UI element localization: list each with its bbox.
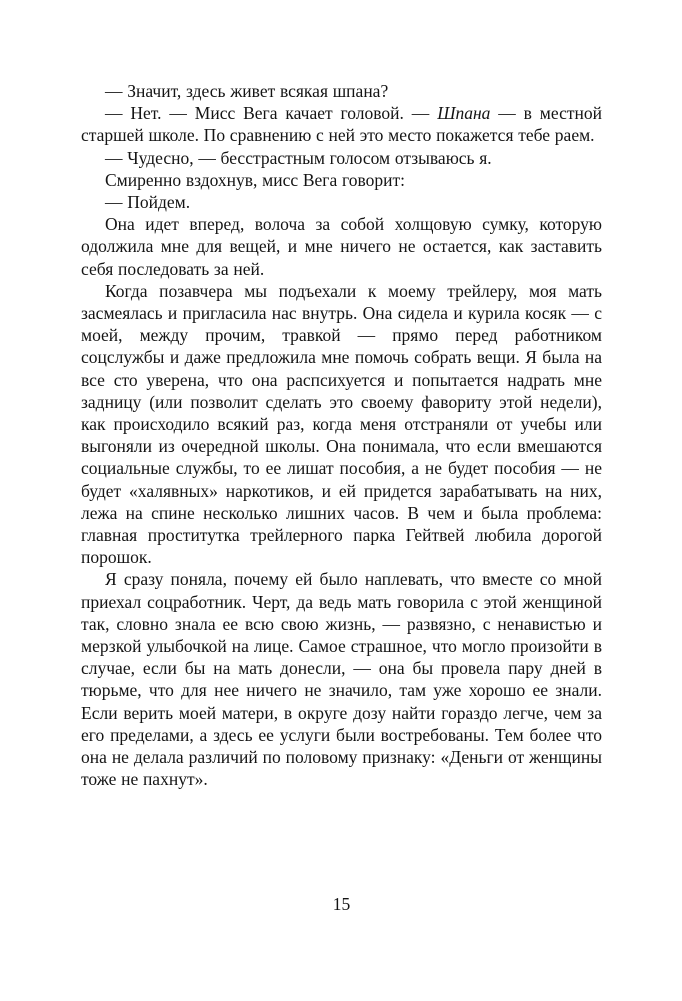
text-block: [81, 80, 602, 791]
paragraph-segment: Смиренно вздохнув, мисс Вега говорит:: [105, 169, 405, 190]
paragraph: [81, 147, 602, 169]
paragraph: [81, 568, 602, 790]
paragraph-segment: — Нет. — Мисс Вега качает головой. —: [105, 103, 438, 124]
paragraph-segment-italic: Шпана: [437, 103, 491, 124]
paragraph: [81, 213, 602, 280]
paragraph-segment: Я сразу поняла, почему ей было наплевать, что вместе со мной приехал соцработник. Черт, да ведь мать говорила с этой женщиной так, словно знала ее всю свою жизнь, — развязно, с ненавистью и мерзкой улыбочкой на лице. Самое страшное, что могло произойти в случае, если бы на мать донесли, — она бы провела пару дней в тюрьме, что для нее ничего не значило, там уже хорошо ее знали. Если верить моей матери, в округе дозу найти гораздо легче, чем за его пределами, а здесь ее услуги были востребованы. Тем более что она не делала различий по половому признаку: «Деньги от женщины тоже не пахнут».: [81, 569, 602, 790]
paragraph: [81, 102, 602, 146]
paragraph-segment: — Пойдем.: [105, 192, 191, 213]
paragraph: [81, 191, 602, 213]
paragraph-segment: Она идет вперед, волоча за собой холщовую сумку, которую одолжила мне для вещей, и мне ничего не остается, как заставить себя последовать за ней.: [81, 214, 602, 279]
paragraph-segment: Когда позавчера мы подъехали к моему трейлеру, моя мать засмеялась и пригласила нас внутрь. Она сидела и курила косяк — с моей, между прочим, травкой — прямо перед работником соцслужбы и даже предложила мне помочь собрать вещи. Я была на все сто уверена, что она распсихуется и попытается надрать мне задницу (или позволит сделать это своему фавориту этой недели), как происходило всякий раз, когда меня отстраняли от учебы или выгоняли из очередной школы. Она понимала, что если вмешаются социальные службы, то ее лишат пособия, а не будет пособия — не будет «халявных» наркотиков, и ей придется зарабатывать на них, лежа на спине несколько лишних часов. В чем и была проблема: главная проститутка трейлерного парка Гейтвей любила дорогой порошок.: [81, 280, 602, 568]
paragraph: [81, 280, 602, 569]
paragraph: [81, 169, 602, 191]
paragraph-segment: — Значит, здесь живет всякая шпана?: [105, 81, 389, 101]
page-number: 15: [332, 894, 351, 914]
paragraph-segment: — в местной старшей школе. По сравнению с ней это место покажется тебе раем.: [81, 103, 602, 146]
paragraph-segment: — Чудесно, — бесстрастным голосом отзываюсь я.: [105, 147, 492, 168]
paragraph: [81, 80, 602, 102]
